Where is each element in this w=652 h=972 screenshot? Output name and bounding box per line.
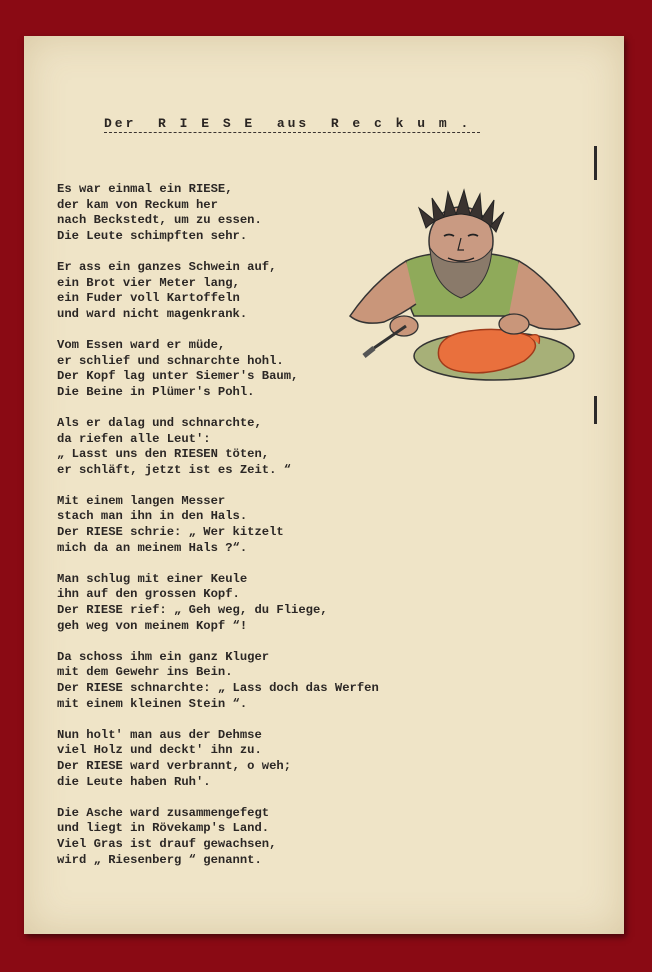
- poem-line: Die Beine in Plümer's Pohl.: [57, 384, 255, 399]
- poem-line: ein Brot vier Meter lang,: [57, 275, 240, 290]
- poem-line: Die Asche ward zusammengefegt: [57, 805, 270, 820]
- poem-line: Man schlug mit einer Keule: [57, 571, 248, 586]
- stanza: [57, 806, 417, 868]
- poem-line: viel Holz und deckt' ihn zu.: [57, 743, 262, 758]
- poem-line: Mit einem langen Messer: [57, 493, 226, 508]
- poem-line: Nun holt' man aus der Dehmse: [57, 727, 262, 742]
- paper-page: [24, 36, 624, 934]
- stanza: [57, 650, 417, 712]
- poem-line: Die Leute schimpften sehr.: [57, 228, 248, 243]
- poem-line: er schlief und schnarchte hohl.: [57, 353, 284, 368]
- stanza: [57, 572, 417, 634]
- poem-line: der kam von Reckum her: [57, 197, 218, 212]
- poem-line: Viel Gras ist drauf gewachsen,: [57, 836, 277, 851]
- poem-line: Der RIESE rief: „ Geh weg, du Fliege,: [57, 603, 328, 618]
- poem-line: nach Beckstedt, um zu essen.: [57, 213, 262, 228]
- poem-line: Der RIESE schrie: „ Wer kitzelt: [57, 525, 284, 540]
- poem-line: Der RIESE ward verbrannt, o weh;: [57, 758, 292, 773]
- poem-line: Der RIESE schnarchte: „ Lass doch das Werfen: [57, 681, 379, 695]
- poem-line: mit einem kleinen Stein “.: [57, 696, 248, 711]
- poem-line: wird „ Riesenberg “ genannt.: [57, 852, 262, 867]
- poem-line: geh weg von meinem Kopf “!: [57, 618, 248, 633]
- poem-line: Da schoss ihm ein ganz Kluger: [57, 649, 270, 664]
- poem-line: Er ass ein ganzes Schwein auf,: [57, 259, 277, 274]
- poem-line: Der Kopf lag unter Siemer's Baum,: [57, 369, 299, 384]
- poem-line: mich da an meinem Hals ?“.: [57, 540, 248, 555]
- ink-mark: [594, 146, 597, 180]
- poem-line: die Leute haben Ruh'.: [57, 774, 211, 789]
- poem-line: da riefen alle Leut':: [57, 431, 211, 446]
- giant-illustration: [344, 186, 584, 386]
- poem-line: ihn auf den grossen Kopf.: [57, 587, 240, 602]
- poem-line: ein Fuder voll Kartoffeln: [57, 291, 240, 306]
- poem-line: Vom Essen ward er müde,: [57, 337, 226, 352]
- poem-line: und liegt in Rövekamp's Land.: [57, 821, 270, 836]
- poem-line: und ward nicht magenkrank.: [57, 306, 248, 321]
- poem-line: stach man ihn in den Hals.: [57, 509, 248, 524]
- poem-title: Der R I E S E aus R e c k u m .: [104, 116, 472, 131]
- poem-line: „ Lasst uns den RIESEN töten,: [57, 447, 270, 462]
- title-underline: [104, 132, 480, 133]
- stanza: [57, 728, 417, 790]
- poem-line: er schläft, jetzt ist es Zeit. “: [57, 462, 292, 477]
- poem-line: mit dem Gewehr ins Bein.: [57, 665, 233, 680]
- stanza: [57, 416, 417, 478]
- ink-mark: [594, 396, 597, 424]
- poem-line: Es war einmal ein RIESE,: [57, 182, 233, 196]
- poem-line: Als er dalag und schnarchte,: [57, 415, 262, 430]
- stanza: [57, 494, 417, 556]
